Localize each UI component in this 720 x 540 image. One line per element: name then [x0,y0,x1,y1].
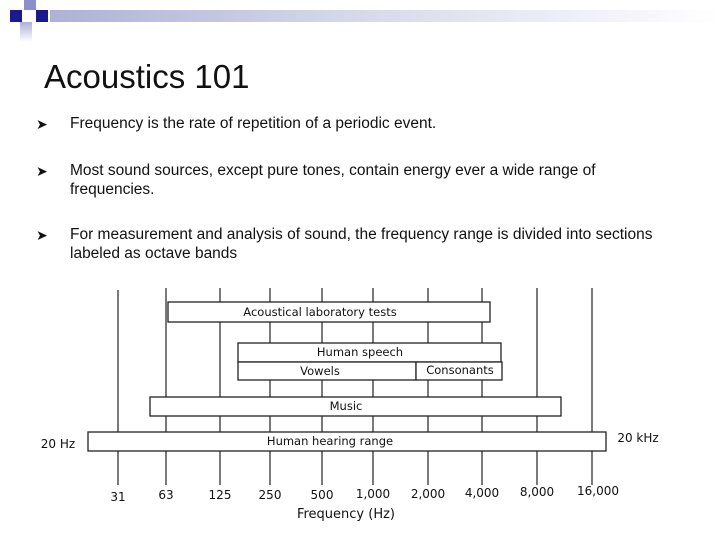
bullet-list [36,108,676,263]
tick-label: 31 [110,490,126,504]
bullet-item [36,225,676,263]
bullet-item [36,114,676,133]
label-consonants: Consonants [426,363,494,377]
decor-gradient-bar [50,10,720,22]
tick-label: 500 [310,488,334,502]
bullet-item [36,161,676,199]
label-human-hearing: Human hearing range [266,434,394,448]
decor-square-light [24,0,36,10]
slide-title: Acoustics 101 [44,58,250,95]
arrowhead-icon: ➤ [36,163,48,179]
frequency-range-figure [0,280,720,540]
tick-label: 125 [208,488,232,502]
tick-label: 250 [258,488,282,502]
tick-label: 1,000 [355,487,391,501]
label-human-speech: Human speech [316,345,404,359]
tick-label: 16,000 [577,484,619,498]
tick-label: 63 [158,488,174,502]
decor-gradient-column [20,22,32,42]
label-vowels: Vowels [300,364,340,378]
label-music: Music [329,399,363,413]
decor-square-dark [10,10,22,22]
tick-label: 8,000 [519,485,555,499]
arrowhead-icon: ➤ [36,116,48,132]
hearing-low-label: 20 Hz [40,437,76,451]
hearing-high-label: 20 kHz [617,431,659,445]
bullet-text: Most sound sources, except pure tones, contain energy ever a wide range of frequencies. [70,162,596,198]
frequency-ticks [110,484,619,504]
bullet-text: Frequency is the rate of repetition of a periodic event. [70,115,437,132]
arrowhead-icon: ➤ [36,227,48,243]
x-axis-label: Frequency (Hz) [296,507,396,522]
tick-label: 4,000 [464,486,500,500]
tick-label: 2,000 [410,487,446,501]
decor-square-dark-2 [36,10,48,22]
bullet-text: For measurement and analysis of sound, the frequency range is divided into sections labeled as octave bands [70,226,653,262]
label-acoustical-lab: Acoustical laboratory tests [243,305,397,319]
